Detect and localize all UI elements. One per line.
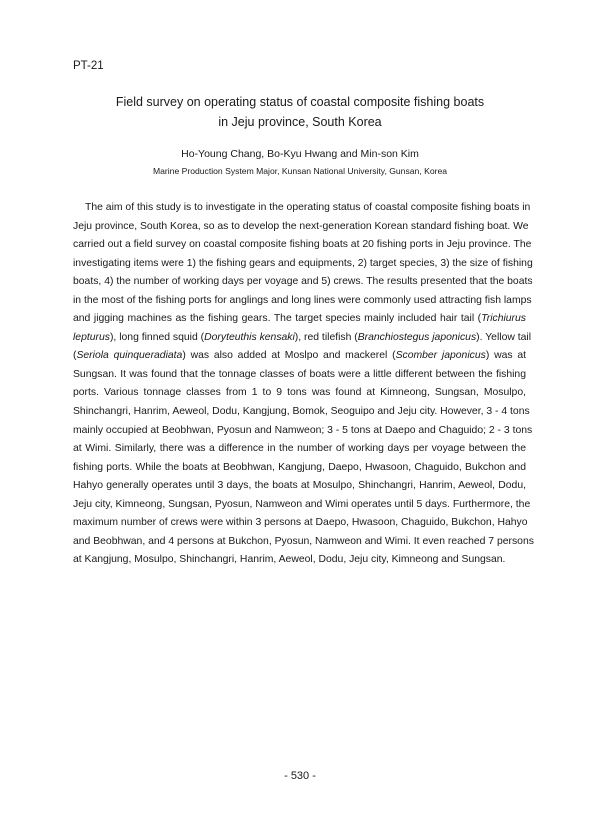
abstract xyxy=(73,199,534,570)
paper-code: PT-21 xyxy=(73,60,104,72)
authors: Ho-Young Chang, Bo-Kyu Hwang and Min-son Kim xyxy=(181,148,419,160)
title-line-2: in Jeju province, South Korea xyxy=(218,115,382,129)
abstract-line: boats, 4) the number of working days per voyage and 5) crews. The results presented that the boats xyxy=(73,276,533,288)
abstract-line: Hahyo generally operates until 3 days, the boats at Mosulpo, Shinchangri, Hanrim, Aeweol, Dodu, xyxy=(73,480,526,492)
abstract-line: The aim of this study is to investigate in the operating status of coastal composite fishing boats in xyxy=(85,202,531,213)
title-line-1: Field survey on operating status of coastal composite fishing boats xyxy=(115,95,485,109)
abstract-line: ports. Various tonnage classes from 1 to 9 tons was found at Kimneong, Sungsan, Mosulpo, xyxy=(73,387,526,399)
abstract-line: in the most of the fishing ports for anglings and long lines were commonly used attracting fish lamps xyxy=(73,294,532,306)
abstract-line: and jigging machines as the fishing gears. The target species mainly included hair tail (Trichiurus xyxy=(73,313,526,325)
abstract-line: at Wimi. Similarly, there was a difference in the number of working days per voyage between the xyxy=(73,443,526,455)
abstract-line: Shinchangri, Hanrim, Aeweol, Dodu, Kangjung, Bomok, Seoguipo and Jeju city. However, 3 - 4 tons xyxy=(73,406,530,418)
species-name: Seriola quinqueradiata xyxy=(76,350,183,362)
species-name: Scomber japonicus xyxy=(395,350,486,362)
abstract-line: maximum number of crews were within 3 persons at Daepo, Hwasoon, Chaguido, Bukchon, Hahyo xyxy=(73,517,528,529)
abstract-line: mainly occupied at Beobhwan, Pyosun and Namweon; 3 - 5 tons at Daepo and Chaguido; 2 - 3 tons xyxy=(73,424,533,436)
abstract-line: fishing ports. While the boats at Beobhwan, Kangjung, Daepo, Hwasoon, Chaguido, Bukchon and xyxy=(73,461,526,473)
abstract-line: carried out a field survey on coastal composite fishing boats at 20 fishing ports in Jeju province. The xyxy=(73,239,532,251)
abstract-line: at Kangjung, Mosulpo, Shinchangri, Hanrim, Aeweol, Dodu, Jeju city, Kimneong and Sungsan. xyxy=(73,554,506,566)
abstract-line: Jeju city, Kimneong, Sungsan, Pyosun, Namweon and Wimi operates until 5 days. Furthermore, the xyxy=(73,498,531,510)
abstract-line: Jeju province, South Korea, so as to develop the next-generation Korean standard fishing boat. We xyxy=(73,220,529,232)
species-name: lepturus xyxy=(73,331,110,343)
abstract-line: Sungsan. It was found that the tonnage classes of boats were a little different between the fishing xyxy=(73,368,526,380)
affiliation: Marine Production System Major, Kunsan National University, Gunsan, Korea xyxy=(152,166,448,176)
paper-title xyxy=(0,92,600,132)
abstract-line: investigating items were 1) the fishing gears and equipments, 2) target species, 3) the size of fishing xyxy=(73,257,533,269)
species-name: Doryteuthis kensaki xyxy=(204,331,295,343)
page-number: - 530 - xyxy=(284,770,316,782)
abstract-line: lepturus), long finned squid (Doryteuthis kensaki), red tilefish (Branchiostegus japonicus). Yellow tail xyxy=(73,331,532,343)
abstract-line: and Beobhwan, and 4 persons at Bukchon, Pyosun, Namweon and Wimi. It even reached 7 persons xyxy=(73,535,534,547)
species-name: Branchiostegus japonicus xyxy=(357,331,477,343)
abstract-line: (Seriola quinqueradiata) was also added at Moslpo and mackerel (Scomber japonicus) was at xyxy=(73,350,526,362)
species-name: Trichiurus xyxy=(481,313,526,325)
